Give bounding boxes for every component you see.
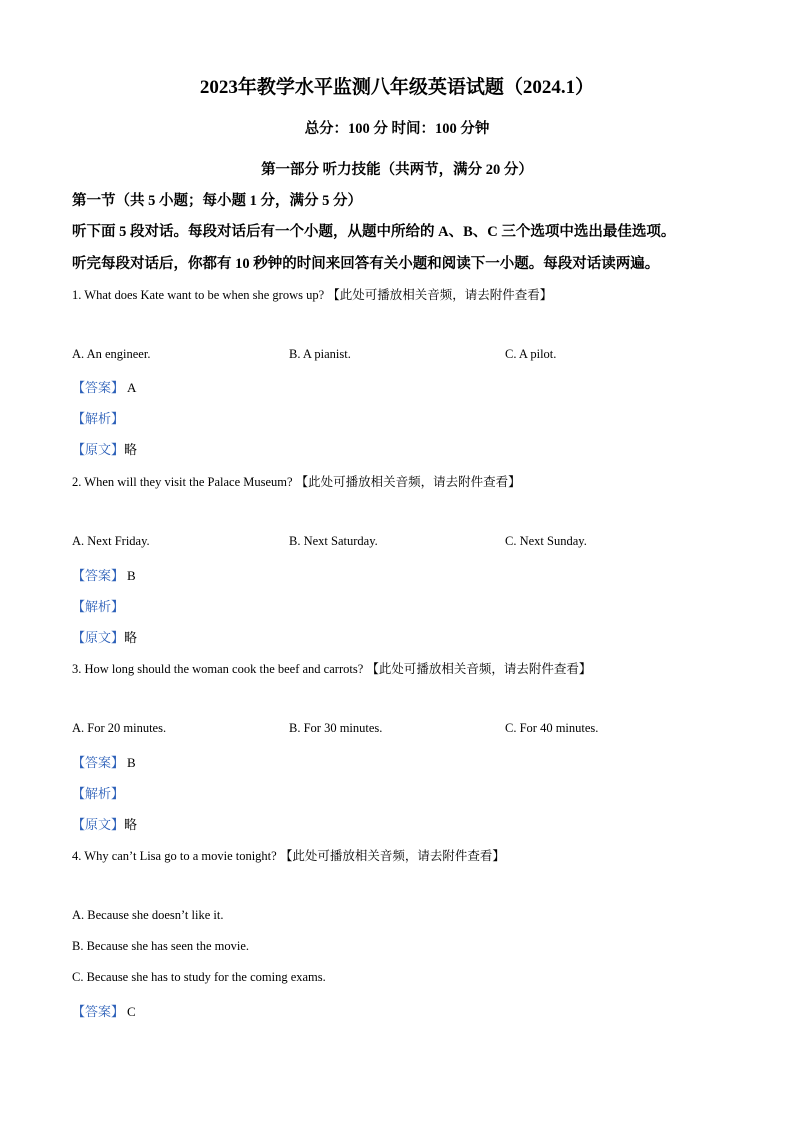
page-title: 2023年教学水平监测八年级英语试题（2024.1）: [199, 77, 595, 98]
q3-original: [72, 814, 137, 833]
answer-label: 【答案】: [72, 380, 125, 395]
original-value: 略: [124, 442, 138, 457]
q1-option-c: C. A pilot.: [505, 347, 557, 361]
question-2: 2. When will they visit the Palace Museum? 【此处可播放相关音频，请去附件查看】: [72, 475, 521, 489]
q1-option-b: B. A pianist.: [289, 347, 351, 361]
section-heading: 第一节（共 5 小题；每小题 1 分，满分 5 分）: [72, 193, 362, 209]
part-heading: 第一部分 听力技能（共两节，满分 20 分）: [261, 162, 533, 178]
exam-info: 总分：100 分 时间：100 分钟: [304, 121, 490, 137]
q4-option-c: C. Because she has to study for the coming exams.: [72, 970, 326, 984]
analysis-label: 【解析】: [72, 411, 125, 426]
q1-option-a: A. An engineer.: [72, 347, 151, 361]
q1-analysis: [72, 408, 124, 427]
question-3: 3. How long should the woman cook the beef and carrots? 【此处可播放相关音频，请去附件查看】: [72, 662, 592, 676]
q3-option-b: B. For 30 minutes.: [289, 721, 383, 735]
q4-option-a: A. Because she doesn’t like it.: [72, 908, 224, 922]
answer-value: C: [127, 1004, 136, 1019]
analysis-label: 【解析】: [72, 786, 125, 801]
q2-answer: [72, 565, 136, 584]
analysis-label: 【解析】: [72, 599, 125, 614]
q3-answer: [72, 752, 136, 771]
question-1: 1. What does Kate want to be when she grows up? 【此处可播放相关音频，请去附件查看】: [72, 288, 553, 302]
instruction-line-1: 听下面 5 段对话。每段对话后有一个小题，从题中所给的 A、B、C 三个选项中选出最佳选项。: [72, 224, 676, 240]
answer-label: 【答案】: [72, 568, 125, 583]
original-label: 【原文】: [72, 630, 125, 645]
q2-analysis: [72, 596, 124, 615]
original-value: 略: [124, 817, 138, 832]
q1-answer: [72, 377, 136, 396]
q3-analysis: [72, 783, 124, 802]
q3-option-a: A. For 20 minutes.: [72, 721, 167, 735]
answer-label: 【答案】: [72, 755, 125, 770]
question-4: 4. Why can’t Lisa go to a movie tonight? 【此处可播放相关音频，请去附件查看】: [72, 849, 505, 863]
original-value: 略: [124, 630, 138, 645]
answer-value: A: [127, 380, 137, 395]
answer-value: B: [127, 755, 136, 770]
q3-option-c: C. For 40 minutes.: [505, 721, 599, 735]
q4-answer: [72, 1001, 136, 1020]
q2-option-a: A. Next Friday.: [72, 534, 150, 548]
original-label: 【原文】: [72, 817, 125, 832]
instruction-line-2: 听完每段对话后，你都有 10 秒钟的时间来回答有关小题和阅读下一小题。每段对话读两遍。: [72, 256, 660, 272]
q2-option-b: B. Next Saturday.: [289, 534, 378, 548]
q4-option-b: B. Because she has seen the movie.: [72, 939, 250, 953]
original-label: 【原文】: [72, 442, 125, 457]
q2-original: [72, 627, 137, 646]
q1-original: [72, 439, 137, 458]
q2-option-c: C. Next Sunday.: [505, 534, 587, 548]
answer-value: B: [127, 568, 136, 583]
answer-label: 【答案】: [72, 1004, 125, 1019]
